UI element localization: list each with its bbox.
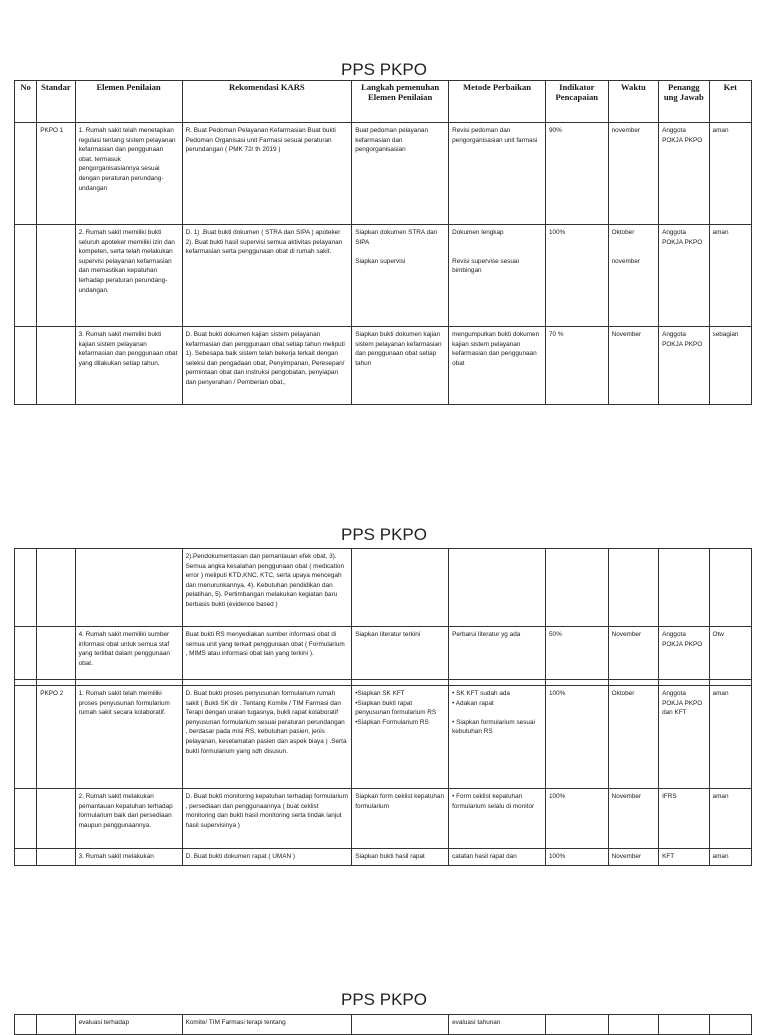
cell-waktu [608, 1015, 658, 1035]
cell-metode-perbaikan: evaluasi tahunan [449, 1015, 546, 1035]
header-cell: Elemen Penilaian [75, 81, 182, 123]
table-row [15, 686, 752, 789]
cell-penanggung-jawab: Anggota POKJA PKPO dan KFT [659, 686, 709, 789]
cell-langkah-pemenuhan: Siapkan form ceklist kepatuhan formularium [352, 789, 449, 849]
table-row [15, 789, 752, 849]
header-cell: Ket [709, 81, 751, 123]
cell-standar: PKPO 2 [37, 686, 75, 789]
cell-no [15, 627, 37, 680]
table-row [15, 225, 752, 327]
cell-penanggung-jawab: Anggota POKJA PKPO [659, 225, 709, 327]
cell-no [15, 849, 37, 866]
cell-ket: sebagian [709, 327, 751, 405]
cell-indikator-pencapaian [546, 549, 609, 627]
cell-waktu: November [608, 789, 658, 849]
cell-waktu: November [608, 849, 658, 866]
cell-standar [37, 789, 75, 849]
cell-elemen-penilaian: 2. Rumah sakit melakukan pemantauan kepatuhan terhadap formularium baik dari persediaan maupun penggunaannya. [75, 789, 182, 849]
cell-rekomendasi-kars: D. 1) .Buat bukti dokumen ( STRA dan SIPA ) apoteker 2). Buat bukti hasil supervisi semua aktivitas pelayanan kefarmasian serta penggunaan obat di rumah sakit. [182, 225, 352, 327]
cell-rekomendasi-kars: Buat bukti RS menyediakan sumber informasi obat di semua unit yang terkait penggunaan obat ( Formularium , MIMS atau informasi obat lain yang terkini ). [182, 627, 352, 680]
cell-standar [37, 627, 75, 680]
cell-rekomendasi-kars: Komite/ TIM Farmasi terapi tentang [182, 1015, 352, 1035]
cell-rekomendasi-kars: D. Buat bukti monitoring kepatuhan terhadap formularium , persediaan dan penggunaannya ( buat ceklist monitoring dan bukti hasil monitoring serta tindak lanjut hasil supervisinya ) [182, 789, 352, 849]
cell-langkah-pemenuhan: Siapkan bukti hasil rapat [352, 849, 449, 866]
header-cell: Metode Perbaikan [449, 81, 546, 123]
page-title: PPS PKPO [341, 525, 427, 544]
cell-metode-perbaikan: • Form ceklist kepatuhan formularium selalu di monitor [449, 789, 546, 849]
cell-ket: Otw [709, 627, 751, 680]
cell-rekomendasi-kars: D. Buat bukti dokumen rapat ( UMAN ) [182, 849, 352, 866]
cell-penanggung-jawab [659, 549, 709, 627]
cell-rekomendasi-kars: 2).Pendokumentasian dan pemantauan efek obat, 3). Semua angka kesalahan penggunaan obat ( medication error ) meliputi KTD,KNC, KTC, serta upaya mencegah dan menurunkannya, 4). Kebutuhan pendidikan dan pelatihan, 5). Pertimbangan melakukan kegiatan baru berbasis bukti (evidence based ) [182, 549, 352, 627]
cell-no [15, 789, 37, 849]
table-row [15, 1015, 752, 1035]
pps-table-page-2 [14, 548, 752, 866]
cell-ket: aman [709, 123, 751, 225]
cell-metode-perbaikan: mengumpulkan bukti dokumen kajian sistem pelayanan kefarmasian dan penggunaan obat [449, 327, 546, 405]
cell-metode-perbaikan: Revisi pedoman dan pengorganisasian unit farmasi [449, 123, 546, 225]
cell-elemen-penilaian: 3. Rumah sakit melakukan [75, 849, 182, 866]
cell-penanggung-jawab: Anggota POKJA PKPO [659, 123, 709, 225]
cell-standar [37, 327, 75, 405]
cell-indikator-pencapaian [546, 1015, 609, 1035]
cell-penanggung-jawab: Anggota POKJA PKPO [659, 627, 709, 680]
table-row [15, 849, 752, 866]
cell-no [15, 225, 37, 327]
header-cell: Standar [37, 81, 75, 123]
table-row [15, 549, 752, 627]
cell-standar [37, 1015, 75, 1035]
cell-no [15, 549, 37, 627]
header-cell: No [15, 81, 37, 123]
cell-langkah-pemenuhan: Siapkan dokumen STRA dan SIPA Siapkan supervisi [352, 225, 449, 327]
cell-rekomendasi-kars: D. Buat bukti proses penyusunan formularium rumah sakit ( Bukti SK dir . Tentang Komite / TIM Farmasi dan Terapi dengan uraian tugasnya, bukti rapat kolaboratif penyusunan formularium sesuai peraturan perundangan , berdasar pada misi RS, kebutuhan pasien, jenis pelayanan, keselamatan pasien dan aspek biaya ) .Serta bukti formularium yang sdh disusun. [182, 686, 352, 789]
cell-no [15, 123, 37, 225]
cell-ket: aman [709, 686, 751, 789]
cell-langkah-pemenuhan [352, 549, 449, 627]
cell-standar [37, 849, 75, 866]
cell-waktu: November [608, 627, 658, 680]
cell-metode-perbaikan: Dokumen lengkap Revisi supervise sesuai bimbingan [449, 225, 546, 327]
table-row [15, 627, 752, 680]
cell-no [15, 686, 37, 789]
table-row [15, 123, 752, 225]
cell-waktu: Oktober [608, 686, 658, 789]
header-cell: Indikator Pencapaian [546, 81, 609, 123]
page-title: PPS PKPO [341, 60, 427, 79]
cell-metode-perbaikan: Perbarui literatur yg ada [449, 627, 546, 680]
cell-no [15, 327, 37, 405]
cell-ket: aman [709, 789, 751, 849]
page-title: PPS PKPO [341, 990, 427, 1009]
cell-indikator-pencapaian: 100% [546, 686, 609, 789]
table-header-row [15, 81, 752, 123]
cell-waktu: November [608, 327, 658, 405]
pps-table-page-3 [14, 1014, 752, 1035]
pps-table-page-1 [14, 80, 752, 405]
cell-elemen-penilaian [75, 549, 182, 627]
cell-rekomendasi-kars: R. Buat Pedoman Pelayanan Kefarmasian Buat bukti Pedoman Organisasi unit Farmasi sesuai peraturan perundangan ( PMK 72/ th 2019 ) [182, 123, 352, 225]
cell-elemen-penilaian: 3. Rumah sakit memiliki bukti kajian sistem pelayanan kefarmasian dan penggunaan obat yang dilakukan setiap tahun. [75, 327, 182, 405]
cell-elemen-penilaian: 1. Rumah sakit telah menetapkan regulasi tentang sistem pelayanan kefarmasian dan penggunaan obat, termasuk pengorganisasiannya sesuai dengan peraturan perundang-undangan [75, 123, 182, 225]
cell-indikator-pencapaian: 70 % [546, 327, 609, 405]
cell-indikator-pencapaian: 50% [546, 627, 609, 680]
cell-langkah-pemenuhan: Siapkan bukti dokumen kajian sistem pelayanan kefarmasian dan penggunaan obat setiap tahun [352, 327, 449, 405]
cell-ket [709, 549, 751, 627]
cell-elemen-penilaian: 2. Rumah sakit memiliki bukti seluruh apoteker memiliki izin dan kompeten, serta telah melakukan supervisi pelayanan kefarmasian dan memastikan kepatuhan terhadap peraturan perundang-undangan. [75, 225, 182, 327]
cell-elemen-penilaian: 4. Rumah sakit memiliki sumber informasi obat untuk semua staf yang terlibat dalam penggunaan obat. [75, 627, 182, 680]
cell-standar: PKPO 1 [37, 123, 75, 225]
cell-ket: aman [709, 225, 751, 327]
cell-langkah-pemenuhan [352, 1015, 449, 1035]
cell-indikator-pencapaian: 100% [546, 849, 609, 866]
cell-metode-perbaikan: catatan hasil rapat dan [449, 849, 546, 866]
cell-langkah-pemenuhan: •Siapkan SK KFT •Siapkan bukti rapat penyusunan formularium RS •Siapkan Formularium RS [352, 686, 449, 789]
cell-waktu: november [608, 123, 658, 225]
cell-langkah-pemenuhan: Buat pedoman pelayanan kefarmasian dan pengorganisasian [352, 123, 449, 225]
header-cell: Langkah pemenuhan Elemen Penilaian [352, 81, 449, 123]
cell-metode-perbaikan: • SK KFT sudah ada • Adakan rapat • Siapkan formularium sesuai kebutuhan RS [449, 686, 546, 789]
cell-indikator-pencapaian: 100% [546, 225, 609, 327]
cell-waktu: Oktober november [608, 225, 658, 327]
cell-langkah-pemenuhan: Siapkan literatur terkini [352, 627, 449, 680]
cell-standar [37, 549, 75, 627]
cell-penanggung-jawab [659, 1015, 709, 1035]
cell-ket: aman [709, 849, 751, 866]
cell-indikator-pencapaian: 100% [546, 789, 609, 849]
cell-elemen-penilaian: evaluasi terhadap [75, 1015, 182, 1035]
cell-metode-perbaikan [449, 549, 546, 627]
cell-penanggung-jawab: IFRS [659, 789, 709, 849]
cell-penanggung-jawab: KFT [659, 849, 709, 866]
cell-no [15, 1015, 37, 1035]
header-cell: Penangg ung Jawab [659, 81, 709, 123]
cell-standar [37, 225, 75, 327]
cell-rekomendasi-kars: D. Buat bukti dokumen kajian sistem pelayanan kefarmasian dan penggunaan obat setiap tahun meliputi 1). Sebesapa baik sistem telah bekerja terkait dengan seleksi dan pengadaan obat, Penyimpanan, Peresepan/ permintaan obat dan instruksi pengobatan, penyiapan dan penyerahan / Pemberian obat., [182, 327, 352, 405]
cell-waktu [608, 549, 658, 627]
header-cell: Waktu [608, 81, 658, 123]
cell-ket [709, 1015, 751, 1035]
header-cell: Rekomendasi KARS [182, 81, 352, 123]
table-row [15, 327, 752, 405]
cell-indikator-pencapaian: 90% [546, 123, 609, 225]
cell-penanggung-jawab: Anggota POKJA PKPO [659, 327, 709, 405]
cell-elemen-penilaian: 1. Rumah sakit telah memiliki proses penyusunan formularium rumah sakit secara kolaboratif. [75, 686, 182, 789]
